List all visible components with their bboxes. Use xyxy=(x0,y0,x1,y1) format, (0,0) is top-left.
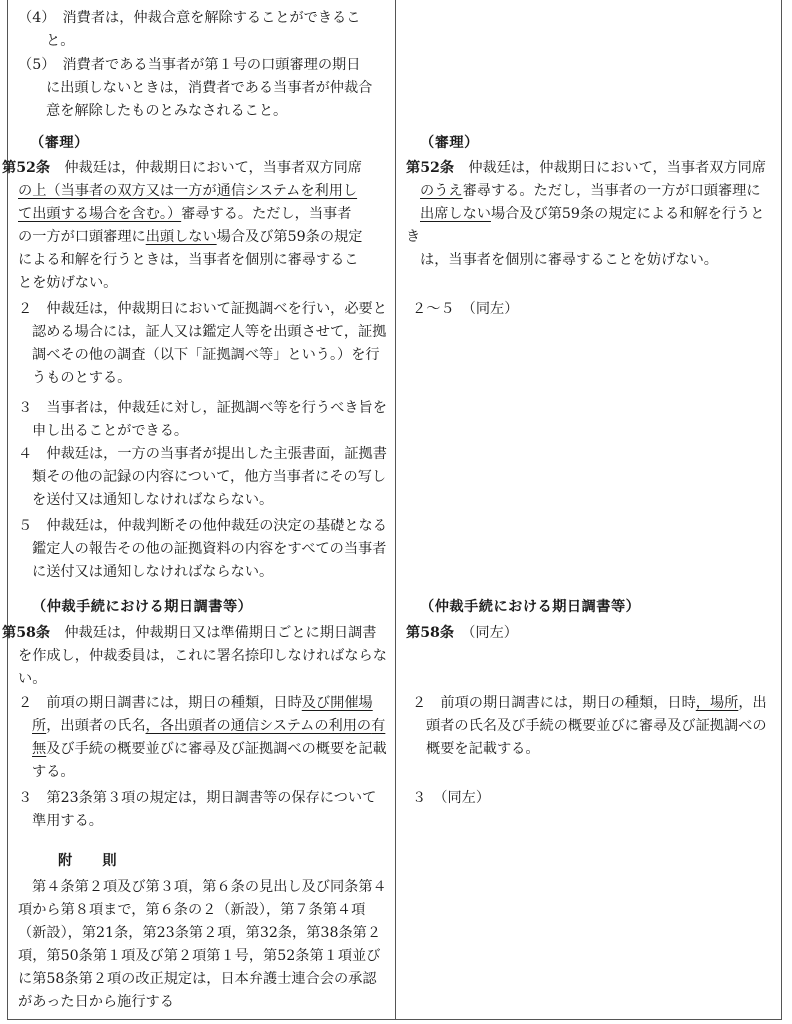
article-number: 第52条 xyxy=(2,160,51,176)
heading-kijitsu-chosho: （仲裁手続における期日調書等） xyxy=(420,599,641,615)
article-number: 第52条 xyxy=(406,160,455,176)
article-52-paragraph-5: ５ 仲裁廷は，仲裁判断その他仲裁廷の決定の基礎となる鑑定人の報告その他の証拠資料の内容をすべての当事者に送付又は通知しなければならない。 xyxy=(18,518,387,580)
heading-kijitsu-chosho: （仲裁手続における期日調書等） xyxy=(32,599,253,615)
inserted-text: ，各出頭者の通信システムの利用の xyxy=(145,718,372,734)
supplementary-provisions-heading: 附 則 xyxy=(58,853,125,869)
inserted-text: 有無 xyxy=(32,718,386,757)
changed-text: 出頭しない xyxy=(145,229,217,245)
heading-shinri: （審理） xyxy=(30,135,89,151)
article-52: 第52条 仲裁廷は，仲裁期日において，当事者双方同席 の上（当事者の双方又は一方が通信システムを利用し て出頭する場合を含む。）審尋する。ただし，当事者 の一方が口頭審理に出頭しない場合及び第59条の規定 による和解を行うときは，当事者を個別に審尋するこ とを妨げない。 xyxy=(2,160,363,291)
article-52-paragraphs-2-5: ２～５ （同左） xyxy=(412,301,519,317)
heading-shinri: （審理） xyxy=(420,135,479,151)
article-58-paragraph-3: ３ 第23条第３項の規定は，期日調書等の保存について準用する。 xyxy=(18,790,377,829)
changed-text: のうえ xyxy=(420,183,463,199)
article-52-paragraph-3: ３ 当事者は，仲裁廷に対し，証拠調べ等を行うべき旨を申し出ることができる。 xyxy=(18,400,387,439)
article-number: 第58条 xyxy=(406,625,455,641)
article-58: 第58条 仲裁廷は，仲裁期日又は準備期日ごとに期日調書を作成し，仲裁委員は，これに署名捺印しなければならない。 xyxy=(2,625,387,687)
changed-text: ，場所 xyxy=(695,695,739,711)
article-52-paragraph-2: ２ 仲裁廷は，仲裁期日において証拠調べを行い，必要と認める場合には，証人又は鑑定人等を出頭させて，証拠調べその他の調査（以下「証拠調べ等」という。）を行うものとする。 xyxy=(18,301,387,386)
article-52: 第52条 仲裁廷は，仲裁期日において，当事者双方同席 のうえ審尋する。ただし，当事者の一方が口頭審理に 出席しない場合及び第59条の規定による和解を行うとき は，当事者を個別に審尋することを妨げない。 xyxy=(406,160,766,268)
inserted-text: の上（当事者の双方又は一方が通信システムを利用し xyxy=(18,183,358,199)
article-52-paragraph-4: ４ 仲裁廷は，一方の当事者が提出した主張書面，証拠書類その他の記録の内容について，他方当事者にその写しを送付又は通知しなければならない。 xyxy=(18,446,387,508)
supplementary-provisions-text: 第４条第２項及び第３項，第６条の見出し及び同条第４項から第８項まで，第６条の２（新設），第７条第４項（新設），第21条，第23条第２項，第32条，第38条第２項，第50条第１項及び第２項第１号，第52条第１項並びに第58条第２項の改正規定は，日本弁護士連合会の承認があった日から施行する xyxy=(18,879,387,1010)
column-divider xyxy=(395,0,396,1020)
inserted-text: て出頭する場合を含む。） xyxy=(18,206,182,222)
item-5: （5） 消費者である当事者が第１号の口頭審理の期日 に出頭しないときは，消費者である当事者が仲裁合 意を解除したものとみなされること。 xyxy=(18,57,373,119)
changed-text: 出席しない xyxy=(420,206,491,222)
article-number: 第58条 xyxy=(2,625,51,641)
article-58-paragraph-2: ２ 前項の期日調書には，期日の種類，日時及び開催場所，出頭者の氏名，各出頭者の通信システムの利用の有無及び手続の概要並びに審尋及び証拠調べの概要を記載する。 xyxy=(18,695,387,780)
inserted-text: 所 xyxy=(32,718,47,734)
article-58-paragraph-3: ３ （同左） xyxy=(412,790,491,806)
item-4: （4） 消費者は，仲裁合意を解除することができるこ と。 xyxy=(18,10,361,49)
inserted-text: 及び開催場 xyxy=(301,695,373,711)
article-58-paragraph-2: ２ 前項の期日調書には，期日の種類，日時，場所，出頭者の氏名及び手続の概要並びに審尋及び証拠調べの概要を記載する。 xyxy=(412,695,767,757)
article-58: 第58条 （同左） xyxy=(406,625,518,641)
